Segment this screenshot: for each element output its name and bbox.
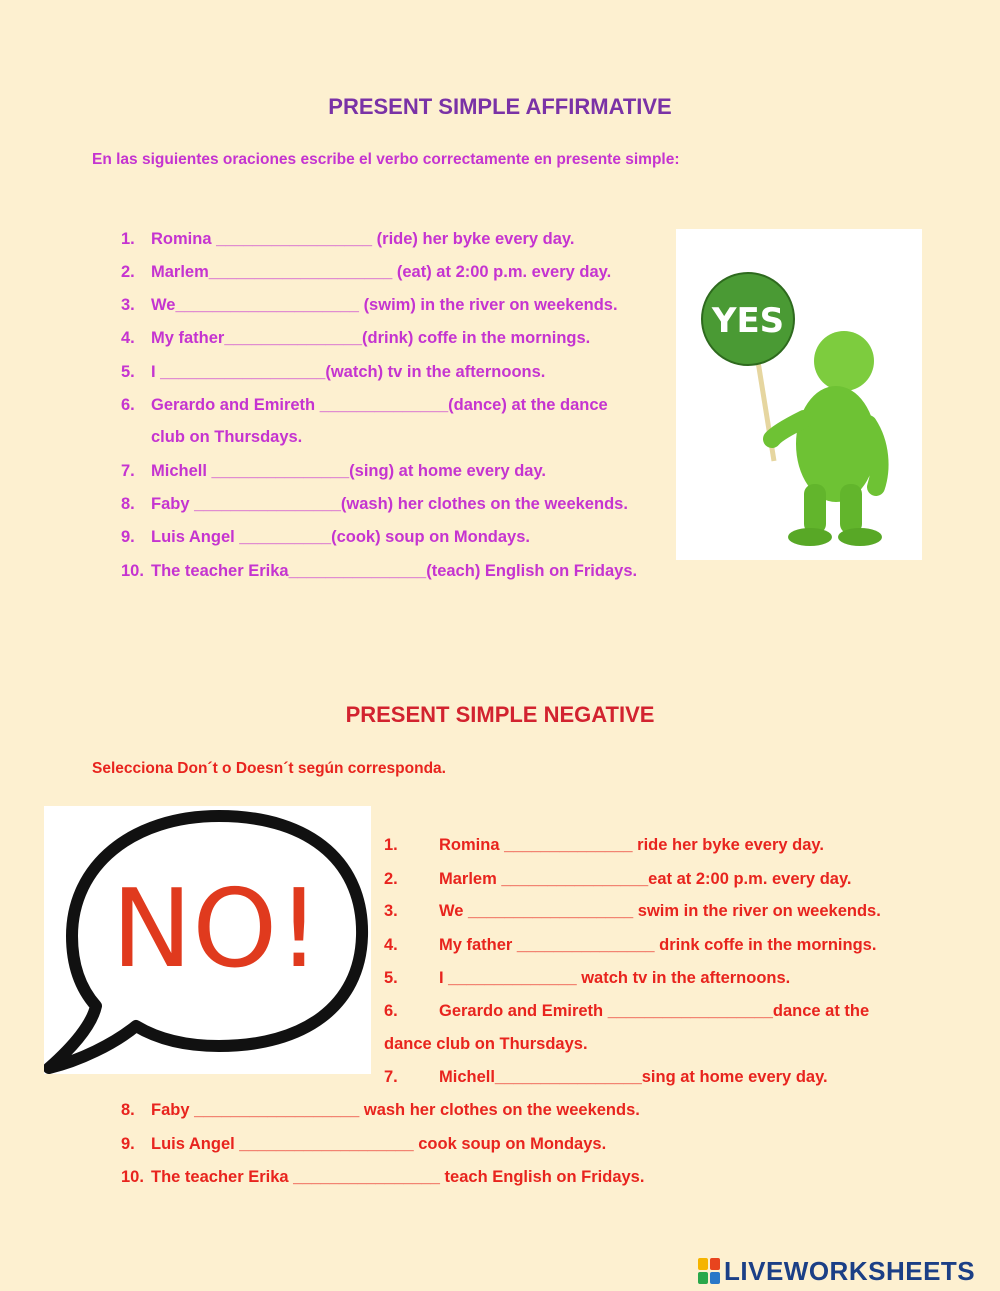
list-item <box>384 902 881 921</box>
figure-head <box>814 331 874 391</box>
item-number: 10. <box>121 1168 144 1186</box>
item-text: club on Thursdays. <box>151 428 303 446</box>
logo-text: LIVEWORKSHEETS <box>724 1255 976 1286</box>
yes-figure-illustration <box>676 229 922 560</box>
list-item <box>121 329 590 348</box>
item-number: 4. <box>384 936 398 954</box>
list-item <box>384 1068 828 1087</box>
list-item <box>384 870 851 889</box>
bubble-text: NO! <box>111 867 321 992</box>
item-text: I ______________ watch tv in the afternoons. <box>439 969 791 987</box>
item-text: We____________________ (swim) in the river on weekends. <box>151 296 618 314</box>
list-item <box>384 936 876 955</box>
item-text: Faby ________________(wash) her clothes on the weekends. <box>151 495 628 513</box>
item-number: 1. <box>121 230 135 248</box>
negative-instructions: Selecciona Don´t o Doesn´t según corresponda. <box>92 760 446 777</box>
item-number: 2. <box>121 263 135 281</box>
no-bubble-illustration <box>44 806 371 1074</box>
item-number: 8. <box>121 495 135 513</box>
list-item <box>384 836 824 855</box>
item-number: 3. <box>384 902 398 920</box>
item-number: 6. <box>384 1002 398 1020</box>
item-number: 2. <box>384 870 398 888</box>
item-text: My father _______________ drink coffe in the mornings. <box>439 936 877 954</box>
item-text: Gerardo and Emireth __________________dance at the <box>439 1002 870 1020</box>
list-item <box>121 396 608 415</box>
list-item <box>121 1168 644 1187</box>
item-text: Luis Angel __________(cook) soup on Mondays. <box>151 528 530 546</box>
list-item <box>384 969 790 988</box>
figure-leg-right <box>840 484 862 534</box>
list-item <box>121 1101 640 1120</box>
list-item <box>121 263 611 282</box>
figure-foot-right <box>838 528 882 546</box>
item-number: 4. <box>121 329 135 347</box>
item-number: 6. <box>121 396 135 414</box>
item-text: Faby __________________ wash her clothes on the weekends. <box>151 1101 640 1119</box>
item-number: 7. <box>121 462 135 480</box>
item-text: Michell _______________(sing) at home every day. <box>151 462 547 480</box>
list-item <box>121 230 574 249</box>
item-text: The teacher Erika_______________(teach) English on Fridays. <box>151 562 638 580</box>
sign-text: YES <box>711 301 785 341</box>
affirmative-title: PRESENT SIMPLE AFFIRMATIVE <box>328 94 672 119</box>
affirmative-instructions: En las siguientes oraciones escribe el verbo correctamente en presente simple: <box>92 151 680 168</box>
item-number: 9. <box>121 528 135 546</box>
item-text: We __________________ swim in the river on weekends. <box>439 902 881 920</box>
liveworksheets-logo <box>698 1256 975 1286</box>
list-item <box>384 1002 869 1021</box>
item-number: 1. <box>384 836 398 854</box>
figure-foot-left <box>788 528 832 546</box>
no-speech-bubble-image <box>44 806 371 1074</box>
item-number: 5. <box>384 969 398 987</box>
item-text: I __________________(watch) tv in the afternoons. <box>151 363 546 381</box>
item-text: Marlem____________________ (eat) at 2:00 p.m. every day. <box>151 263 612 281</box>
list-item <box>121 495 628 514</box>
item-text: Gerardo and Emireth ______________(dance) at the dance <box>151 396 608 414</box>
item-text: The teacher Erika ________________ teach English on Fridays. <box>151 1168 645 1186</box>
list-item-continuation: dance club on Thursdays. <box>384 1035 588 1053</box>
negative-title: PRESENT SIMPLE NEGATIVE <box>345 702 655 727</box>
item-text: Romina _________________ (ride) her byke every day. <box>151 230 575 248</box>
list-item <box>121 528 530 547</box>
item-number: 10. <box>121 562 144 580</box>
item-text: Luis Angel ___________________ cook soup on Mondays. <box>151 1135 607 1153</box>
item-number: 9. <box>121 1135 135 1153</box>
list-item <box>121 562 637 581</box>
list-item <box>121 1135 606 1154</box>
list-item <box>121 363 545 382</box>
item-text: Marlem ________________eat at 2:00 p.m. every day. <box>439 870 852 888</box>
yes-sign-figure-image <box>676 229 922 560</box>
figure-body <box>796 386 876 502</box>
figure-leg-left <box>804 484 826 534</box>
item-text: My father_______________(drink) coffe in the mornings. <box>151 329 591 347</box>
item-number: 7. <box>384 1068 398 1086</box>
liveworksheets-icon <box>698 1258 720 1284</box>
list-item <box>121 428 302 447</box>
item-number: 5. <box>121 363 135 381</box>
item-text: Romina ______________ ride her byke every day. <box>439 836 824 854</box>
item-number: 8. <box>121 1101 135 1119</box>
list-item <box>121 296 618 315</box>
item-number: 3. <box>121 296 135 314</box>
list-item <box>121 462 546 481</box>
item-text: Michell________________sing at home every day. <box>439 1068 828 1086</box>
